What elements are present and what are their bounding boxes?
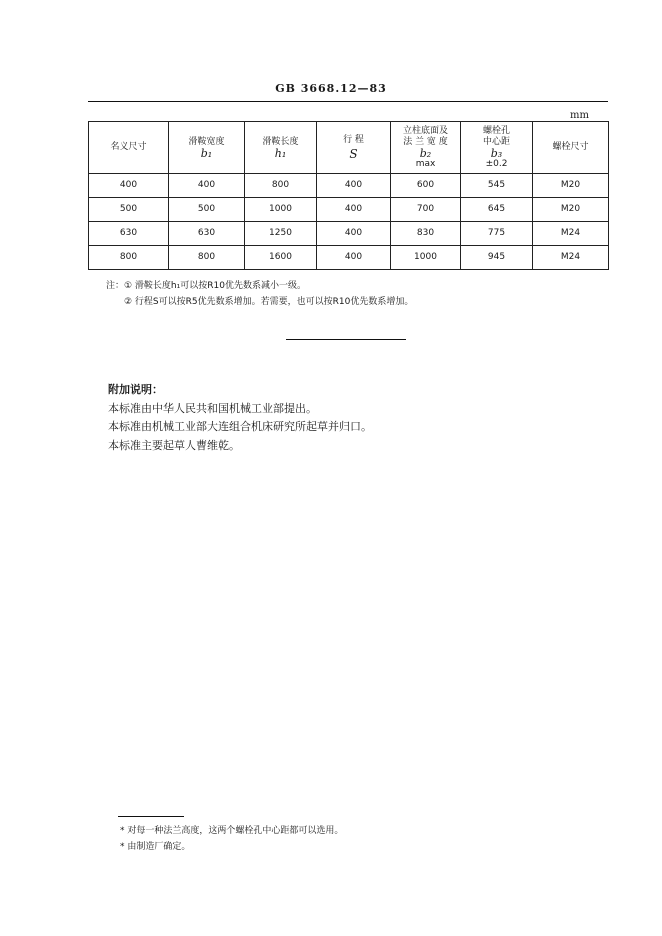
table-cell: 600 — [391, 174, 461, 198]
table-cell: M20 — [533, 198, 609, 222]
col-header-bolt-size: 螺栓尺寸 — [533, 122, 609, 174]
table-cell: 800 — [245, 174, 317, 198]
footnote-1: * 对每一种法兰高度，这两个螺栓孔中心距都可以选用。 — [120, 826, 344, 836]
note-1: 注：① 滑鞍长度h₁可以按R10优先数系减小一级。 — [106, 281, 306, 291]
header-rule — [88, 101, 608, 102]
note-2: ② 行程S可以按R5优先数系增加。若需要，也可以按R10优先数系增加。 — [124, 297, 414, 307]
table-row — [89, 174, 609, 198]
table-cell: 775 — [461, 222, 533, 246]
additional-line: 本标准由中华人民共和国机械工业部提出。 — [108, 401, 317, 415]
col-header-stroke: 行 程 S — [317, 122, 391, 174]
table-cell: 400 — [317, 222, 391, 246]
table-cell: 400 — [169, 174, 245, 198]
table-row — [89, 246, 609, 270]
additional-line: 本标准由机械工业部大连组合机床研究所起草并归口。 — [108, 420, 372, 433]
table-row — [89, 222, 609, 246]
additional-heading: 附加说明： — [108, 383, 163, 396]
additional-notes — [108, 381, 372, 455]
table-cell: 800 — [169, 246, 245, 270]
table-cell: 700 — [391, 198, 461, 222]
col-header-saddle-length: 滑鞍长度 h₁ — [245, 122, 317, 174]
section-divider — [286, 339, 406, 340]
table-cell: 1600 — [245, 246, 317, 270]
col-header-saddle-width: 滑鞍宽度 b₁ — [169, 122, 245, 174]
table-header-row — [89, 122, 609, 174]
table-cell: 400 — [317, 246, 391, 270]
table-cell: M24 — [533, 222, 609, 246]
standard-number: GB 3668.12—83 — [275, 82, 387, 95]
table-cell: M20 — [533, 174, 609, 198]
table-cell: 1000 — [391, 246, 461, 270]
col-header-nominal-size: 名义尺寸 — [89, 122, 169, 174]
additional-line: 本标准主要起草人曹维乾。 — [108, 438, 240, 452]
table-cell: M24 — [533, 246, 609, 270]
footnotes — [120, 823, 343, 855]
table-row — [89, 198, 609, 222]
table-cell: 500 — [169, 198, 245, 222]
table-cell: 400 — [89, 174, 169, 198]
table-cell: 830 — [391, 222, 461, 246]
table-cell: 1250 — [245, 222, 317, 246]
table-cell: 400 — [317, 198, 391, 222]
table-cell: 545 — [461, 174, 533, 198]
footnote-rule — [118, 816, 184, 817]
table-cell: 945 — [461, 246, 533, 270]
col-header-flange-width: 立柱底面及 法 兰 宽 度 b₂ max — [391, 122, 461, 174]
table-cell: 1000 — [245, 198, 317, 222]
table-cell: 630 — [169, 222, 245, 246]
table-cell: 645 — [461, 198, 533, 222]
table-cell: 400 — [317, 174, 391, 198]
table-cell: 800 — [89, 246, 169, 270]
col-header-bolt-hole-distance: 螺栓孔 中心距 b₃ ±0.2 — [461, 122, 533, 174]
footnote-2: * 由制造厂确定。 — [120, 842, 191, 852]
unit-label: mm — [570, 110, 589, 121]
table-cell: 500 — [89, 198, 169, 222]
table-notes — [106, 278, 413, 310]
table-cell: 630 — [89, 222, 169, 246]
spec-table — [88, 121, 609, 270]
